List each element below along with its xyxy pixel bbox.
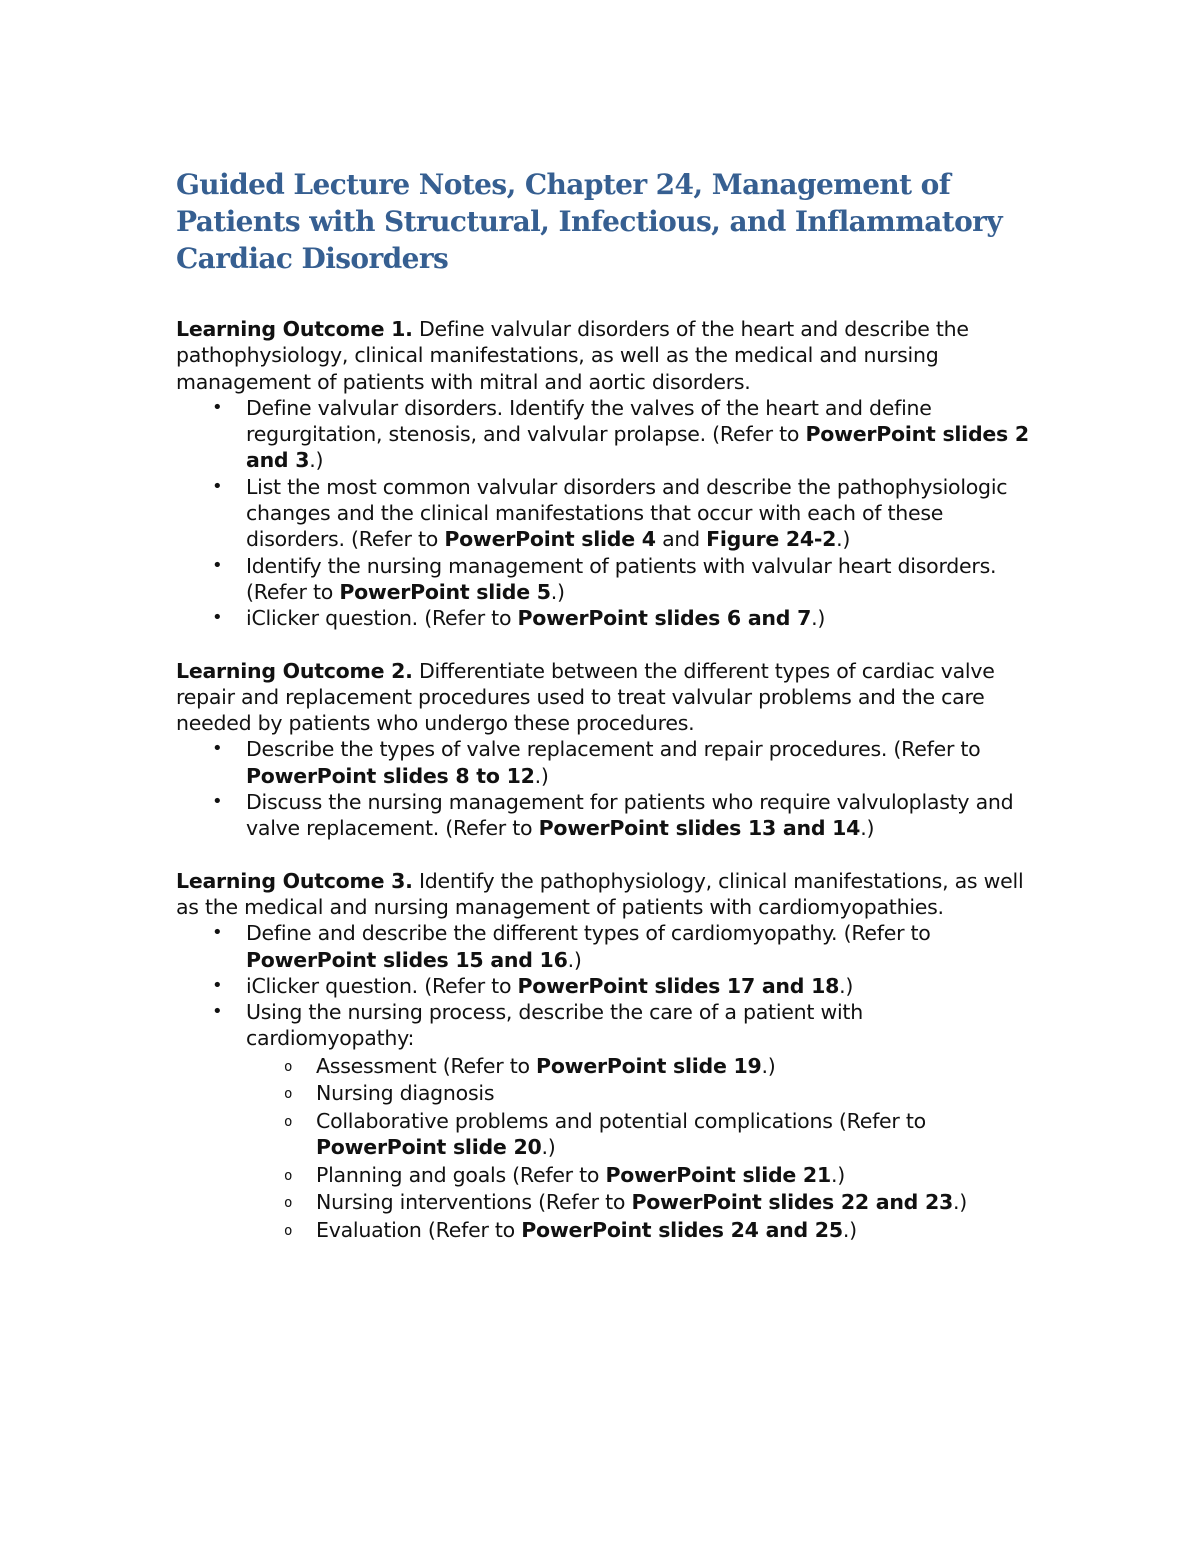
bullet-text: Discuss the nursing management for patients who require valvuloplasty and valve replacement. (Refer to <box>246 790 1014 841</box>
learning-outcome-2 <box>176 658 1036 842</box>
figure-reference: Figure 24-2 <box>706 527 837 552</box>
slide-reference: PowerPoint slides 6 and 7 <box>517 606 812 631</box>
sub-item-text-end: .) <box>953 1190 968 1215</box>
bullet-glyph: • <box>212 607 223 629</box>
outcome-statement <box>176 868 1036 921</box>
sub-item <box>284 1162 1036 1188</box>
sub-item-text-end: .) <box>761 1053 776 1078</box>
bullet-glyph: • <box>212 922 223 944</box>
slide-reference: PowerPoint slide 21 <box>605 1162 831 1187</box>
bullet-glyph: • <box>212 791 223 813</box>
sub-item <box>284 1080 1036 1106</box>
nursing-process-sublist <box>246 1053 1036 1244</box>
bullet-text-mid: and <box>655 527 707 552</box>
slide-reference: PowerPoint slides 17 and 18 <box>517 973 840 998</box>
sub-item-text-end: .) <box>842 1217 857 1242</box>
learning-outcome-1 <box>176 316 1036 632</box>
bullet-text: Identify the nursing management of patients with valvular heart disorders. (Refer to <box>246 553 997 604</box>
slide-reference: PowerPoint slides 8 to 12 <box>246 763 535 788</box>
bullet-glyph: • <box>212 475 223 497</box>
slide-reference: PowerPoint slides 24 and 25 <box>521 1217 843 1242</box>
outcome-description: Identify the pathophysiology, clinical manifestations, as well as the medical and nursing management of patients with cardiomyopathies. <box>176 868 1024 919</box>
sub-item <box>284 1108 1036 1161</box>
bullet-text: Define and describe the different types of cardiomyopathy. (Refer to <box>246 921 931 946</box>
sub-item-text: Evaluation (Refer to <box>316 1217 522 1242</box>
bullet-text: iClicker question. (Refer to <box>246 606 518 631</box>
learning-outcome-3 <box>176 868 1036 1244</box>
outcome-label: Learning Outcome 2. <box>176 658 413 683</box>
bullet-item <box>212 999 1036 1243</box>
bullet-item <box>212 920 1036 973</box>
outcome-label: Learning Outcome 1. <box>176 317 413 341</box>
slide-reference: PowerPoint slides 22 and 23 <box>631 1190 954 1215</box>
sub-item <box>284 1189 1036 1215</box>
document-title: Guided Lecture Notes, Chapter 24, Management of Patients with Structural, Infectious, and Inflammatory Cardiac Disorders <box>176 168 1003 275</box>
bullet-text: List the most common valvular disorders and describe the pathophysiologic changes and the clinical manifestations that occur with each of these disorders. (Refer to <box>246 474 1008 552</box>
sub-item-text-end: .) <box>830 1162 845 1187</box>
sub-item <box>284 1217 1036 1243</box>
bullet-item <box>212 605 1036 631</box>
sub-bullet-glyph: o <box>284 1058 293 1075</box>
outcome-description: Define valvular disorders of the heart and describe the pathophysiology, clinical manifestations, as well as the medical and nursing management of patients with mitral and aortic disorders. <box>176 317 969 394</box>
outcome-statement <box>176 658 1036 737</box>
slide-reference: PowerPoint slides 15 and 16 <box>246 947 568 972</box>
bullet-glyph: • <box>212 554 223 576</box>
slide-reference: PowerPoint slide 4 <box>444 527 656 552</box>
sub-bullet-glyph: o <box>284 1167 293 1184</box>
bullet-text-end: .) <box>811 606 826 631</box>
slide-reference: PowerPoint slide 20 <box>316 1135 542 1160</box>
slide-reference: PowerPoint slides 2 and 3 <box>246 422 1029 473</box>
sub-item-text: Assessment (Refer to <box>316 1053 537 1078</box>
bullet-text: Define valvular disorders. Identify the valves of the heart and define regurgitation, stenosis, and valvular prolapse. (Refer to <box>246 395 932 447</box>
bullet-text-end: .) <box>839 973 854 998</box>
bullet-item <box>212 395 1036 474</box>
sub-bullet-glyph: o <box>284 1195 293 1212</box>
sub-bullet-glyph: o <box>284 1222 293 1239</box>
slide-reference: PowerPoint slide 19 <box>536 1053 762 1078</box>
bullet-item <box>212 736 1036 789</box>
slide-reference: PowerPoint slide 5 <box>339 579 551 604</box>
outcome-bullet-list <box>176 920 1036 1243</box>
bullet-text-end: .) <box>836 527 851 552</box>
sub-item-text-end: .) <box>541 1135 556 1160</box>
outcome-label: Learning Outcome 3. <box>176 868 413 893</box>
bullet-text-end: .) <box>567 947 582 972</box>
slide-reference: PowerPoint slides 13 and 14 <box>538 816 861 841</box>
bullet-item <box>212 474 1036 553</box>
outcome-statement <box>176 316 1036 395</box>
sub-bullet-glyph: o <box>284 1113 293 1130</box>
bullet-glyph: • <box>212 1001 223 1023</box>
bullet-text-end: .) <box>860 816 875 841</box>
bullet-item <box>212 789 1036 842</box>
bullet-glyph: • <box>212 396 223 418</box>
sub-item-text: Nursing diagnosis <box>316 1081 495 1106</box>
sub-item <box>284 1053 1036 1079</box>
document-page <box>176 166 1036 1269</box>
bullet-item <box>212 973 1036 999</box>
bullet-text-end: .) <box>550 579 565 604</box>
sub-item-text: Collaborative problems and potential complications (Refer to <box>316 1108 926 1133</box>
outcome-bullet-list <box>176 736 1036 841</box>
sub-item-text: Planning and goals (Refer to <box>316 1162 606 1187</box>
bullet-glyph: • <box>212 738 223 760</box>
bullet-text: Describe the types of valve replacement and repair procedures. (Refer to <box>246 737 981 762</box>
sub-bullet-glyph: o <box>284 1086 293 1103</box>
bullet-text-end: .) <box>534 763 549 788</box>
bullet-item <box>212 553 1036 606</box>
outcome-description: Differentiate between the different types of cardiac valve repair and replacement procedures used to treat valvular problems and the care needed by patients who undergo these procedures. <box>176 658 995 736</box>
outcome-bullet-list <box>176 395 1036 632</box>
bullet-glyph: • <box>212 974 223 996</box>
bullet-text: iClicker question. (Refer to <box>246 973 518 998</box>
sub-item-text: Nursing interventions (Refer to <box>316 1190 632 1215</box>
bullet-text: Using the nursing process, describe the care of a patient with cardiomyopathy: <box>246 1000 863 1051</box>
bullet-text-end: .) <box>309 448 324 473</box>
